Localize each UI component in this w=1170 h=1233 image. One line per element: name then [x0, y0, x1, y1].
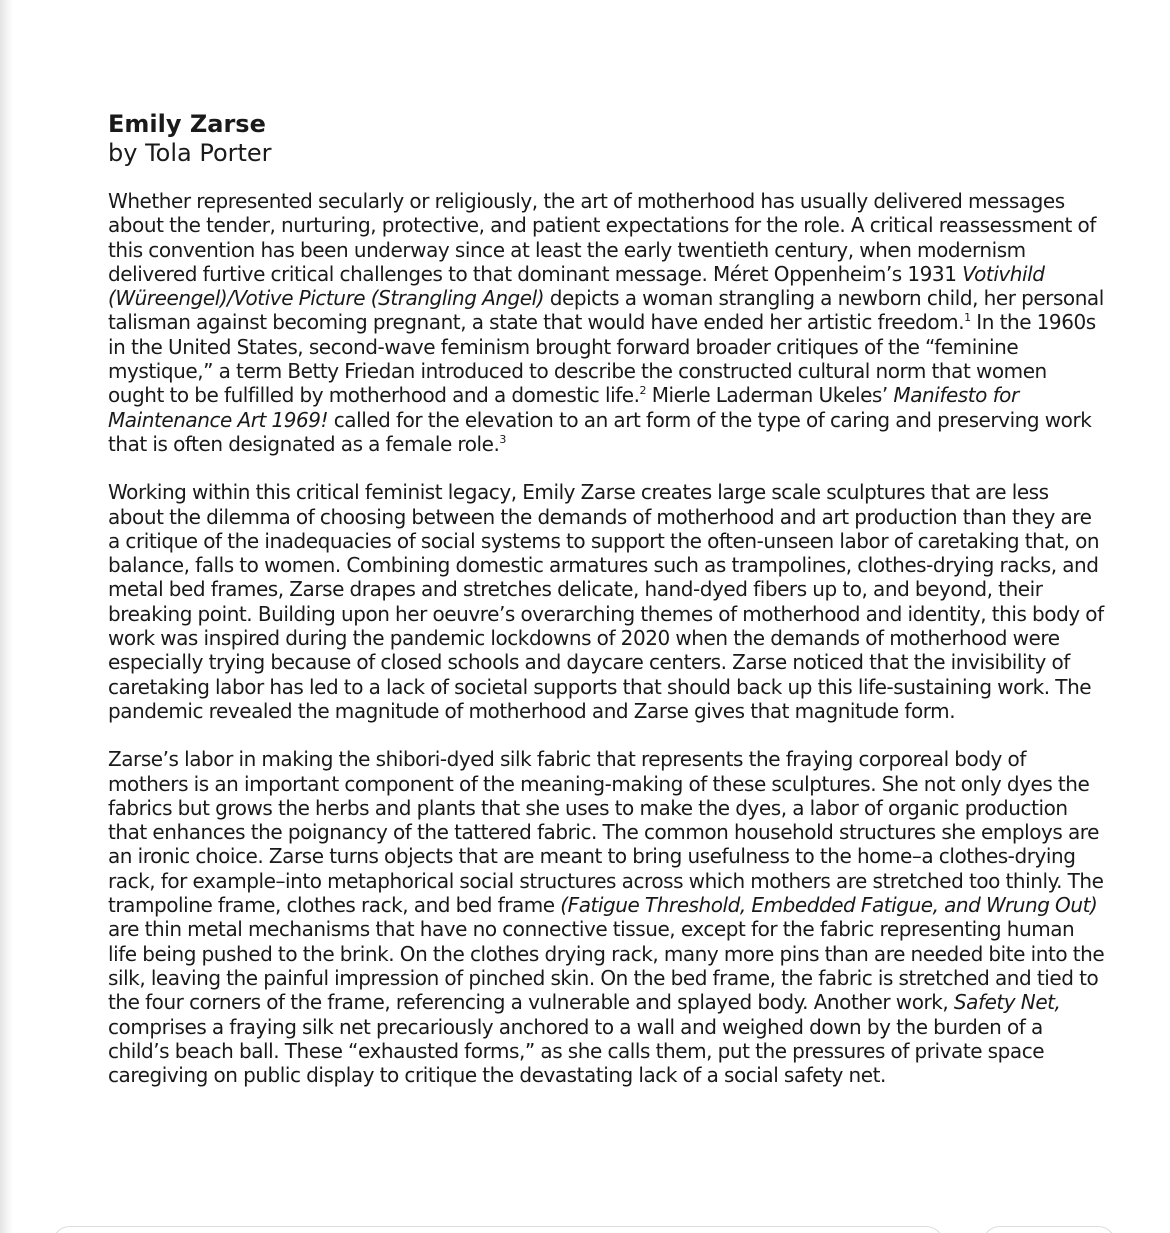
paragraph-2: Working within this critical feminist legacy, Emily Zarse creates large scale sculptures that are less about the dilemma of choosing between the demands of motherhood and art production than they are a critique of the inadequacies of social systems to support the often-unseen labor of caretaking that, on balance, falls to women. Combining domestic armatures such as trampolines, clothes-drying racks, and metal bed frames, Zarse drapes and stretches delicate, hand-dyed fibers up to, and beyond, their breaking point. Building upon her oeuvre’s overarching themes of motherhood and identity, this body of work was inspired during the pandemic lockdowns of 2020 when the demands of motherhood were especially trying because of closed schools and daycare centers. Zarse noticed that the invisibility of caretaking labor has led to a lack of societal supports that should back up this life-sustaining work. The pandemic revealed the magnitude of motherhood and Zarse gives that magnitude form. — [108, 480, 1104, 723]
paragraph-1-text-a: Whether represented secularly or religiously, the art of motherhood has usually delivered messages about the tender, nurturing, protective, and patient expectations for the role. A critical reassessment of this convention has been underway since at least the early twentieth century, when modernism delivered furtive critical challenges to that dominant message. Méret Oppenheim’s 1931 — [108, 189, 1096, 286]
bottom-card-left[interactable] — [52, 1226, 944, 1233]
paragraph-3-text-c: comprises a fraying silk net precariously anchored to a wall and weighed down by the burden of a child’s beach ball. These “exhausted forms,” as she calls them, put the pressures of private space caregiving on public display to critique the devastating lack of a social safety net. — [108, 1014, 1045, 1088]
bottom-card-right[interactable] — [982, 1226, 1116, 1233]
paragraph-1-text-d: Mierle Laderman Ukeles’ — [646, 383, 894, 408]
artwork-title-safety-net: Safety Net, — [953, 990, 1061, 1015]
article — [108, 110, 1108, 1111]
article-title: Emily Zarse — [108, 110, 266, 138]
page-edge-shadow — [0, 0, 14, 1233]
artwork-titles-series: (Fatigue Threshold, Embedded Fatigue, and Wrung Out) — [560, 893, 1098, 918]
paragraph-1-text-e: called for the elevation to an art form of the type of caring and preserving work that is often designated as a female role. — [108, 407, 1092, 456]
paragraph-1-text-c: In the 1960s in the United States, second-wave feminism brought forward broader critiques of the “feminine mystique,” a term Betty Friedan introduced to describe the constructed cultural norm that women ought to be fulfilled by motherhood and a domestic life. — [108, 310, 1096, 408]
article-byline: by Tola Porter — [108, 139, 272, 167]
paragraph-3-text-b: are thin metal mechanisms that have no connective tissue, except for the fabric representing human life being pushed to the brink. On the clothes drying rack, many more pins than are needed bite into the silk, leaving the painful impression of pinched skin. On the bed frame, the fabric is stretched and tied to the four corners of the frame, referencing a vulnerable and splayed body. Another work, — [108, 917, 1105, 1015]
footnote-3[interactable]: 3 — [499, 432, 506, 446]
paragraph-1 — [108, 189, 1108, 456]
paragraph-3-text-a: Zarse’s labor in making the shibori-dyed silk fabric that represents the fraying corporeal body of mothers is an important component of the meaning-making of these sculptures. She not only dyes the fabrics but grows the herbs and plants that she uses to make the dyes, a labor of organic production that enhances the poignancy of the tattered fabric. The common household structures she employs are an ironic choice. Zarse turns objects that are meant to bring usefulness to the home–a clothes-drying rack, for example–into metaphorical social structures across which mothers are stretched too thinly. The trampoline frame, clothes rack, and bed frame — [108, 747, 1104, 918]
footnote-2[interactable]: 2 — [639, 384, 647, 398]
paragraph-1-text-b: depicts a woman strangling a newborn child, her personal talisman against becoming pregnant, a state that would have ended her artistic freedom. — [108, 286, 1104, 335]
paragraph-3 — [108, 747, 1108, 1087]
artwork-title-votivhild: Votivhild (Würeengel)/Votive Picture (Strangling Angel) — [108, 261, 1045, 311]
artwork-title-manifesto: Manifesto for Maintenance Art 1969! — [108, 383, 1019, 432]
footnote-1[interactable]: 1 — [964, 311, 971, 325]
